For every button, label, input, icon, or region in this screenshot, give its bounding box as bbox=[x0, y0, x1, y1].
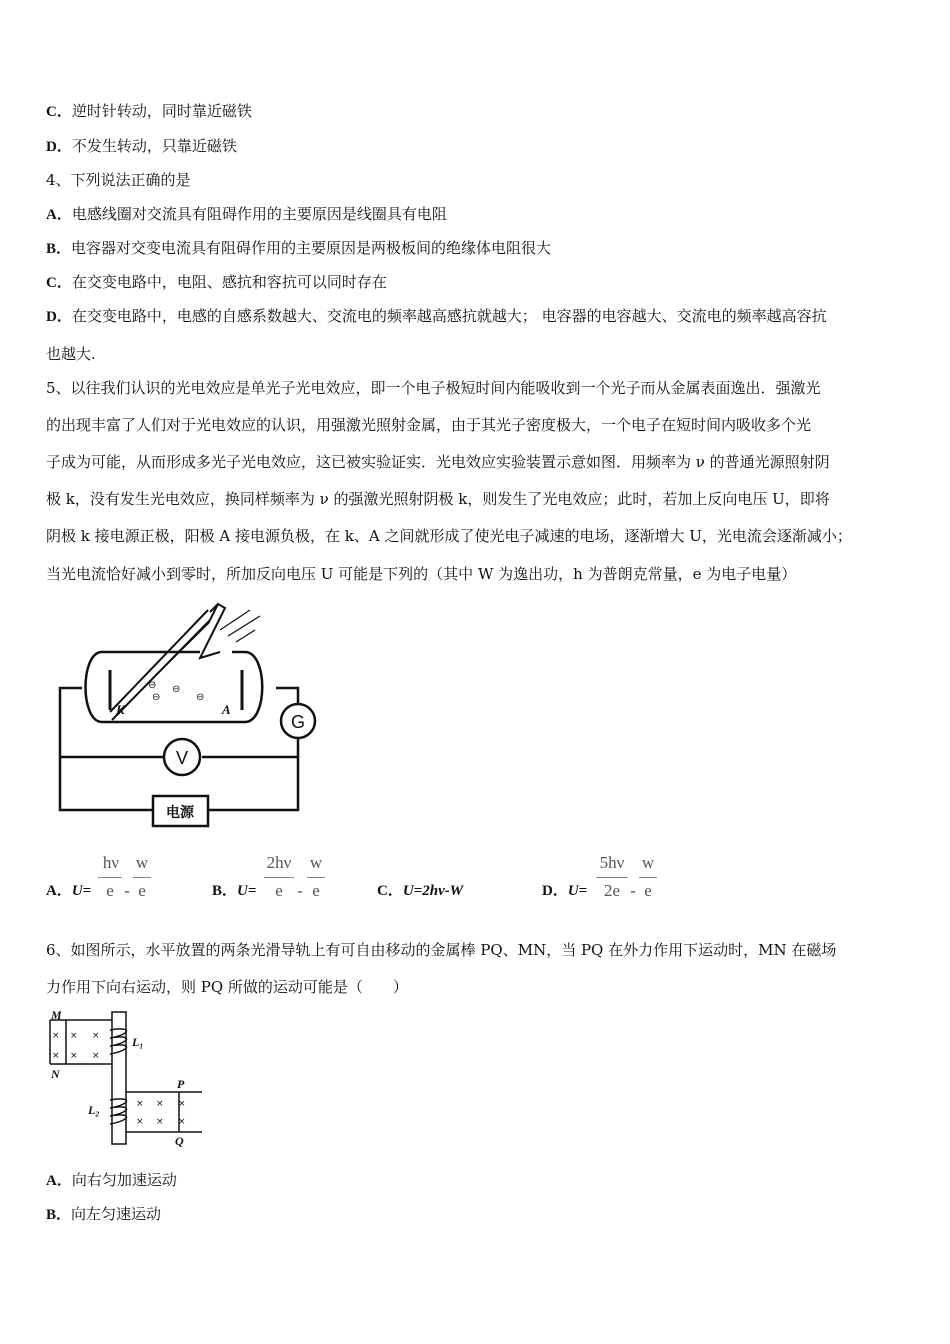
fraction-numerator: w bbox=[641, 853, 655, 872]
q5-line-6: 当光电流恰好减小到零时，所加反向电压 U 可能是下列的（其中 W 为逸出功，h 为普朗克常量，e 为电子电量） bbox=[46, 565, 797, 583]
svg-text:⊖: ⊖ bbox=[148, 680, 157, 691]
field-mark: × bbox=[178, 1099, 186, 1109]
option-lhs: U= bbox=[567, 883, 588, 899]
fraction-denominator: 2e bbox=[603, 881, 621, 900]
option-label: D． bbox=[542, 883, 568, 899]
option-label: A． bbox=[46, 207, 72, 223]
galvanometer-label: G bbox=[290, 712, 306, 732]
fraction-bar bbox=[596, 877, 628, 878]
q4-option-d-cont: 也越大. bbox=[46, 345, 96, 363]
q6-line-2: 力作用下向右运动，则 PQ 所做的运动可能是（ ） bbox=[46, 978, 408, 996]
fraction-bar bbox=[639, 877, 657, 878]
fraction-numerator: 5hν bbox=[599, 853, 625, 872]
q5-option-a bbox=[46, 880, 91, 901]
option-text: 在交变电路中，电阻、感抗和容抗可以同时存在 bbox=[71, 273, 387, 291]
option-label: A． bbox=[46, 1173, 72, 1189]
q5-line-1: 5、以往我们认识的光电效应是单光子光电效应，即一个电子极短时间内能吸收到一个光子而从金属表面逸出．强激光 bbox=[46, 379, 821, 397]
rail-label-m: M bbox=[51, 1008, 62, 1022]
option-text: 向右匀加速运动 bbox=[71, 1171, 177, 1189]
option-text: 在交变电路中，电感的自感系数越大、交流电的频率越高感抗就越大； 电容器的电容越大、交流电的频率越高容抗 bbox=[71, 307, 827, 325]
minus-sign: - bbox=[297, 881, 303, 900]
field-mark: × bbox=[92, 1051, 100, 1061]
svg-text:⊖: ⊖ bbox=[172, 684, 181, 695]
cathode-label: K bbox=[116, 702, 125, 717]
field-mark: × bbox=[92, 1031, 100, 1041]
rail-label-n: N bbox=[51, 1067, 60, 1081]
fraction-denominator: e bbox=[275, 881, 283, 900]
option-label: A． bbox=[46, 883, 72, 899]
field-mark: × bbox=[52, 1031, 60, 1041]
coil-label-l2: L₂ bbox=[88, 1103, 100, 1117]
option-label: B． bbox=[212, 883, 238, 899]
power-supply-label: 电源 bbox=[166, 805, 194, 821]
fraction-bar bbox=[98, 877, 122, 878]
option-label: B． bbox=[46, 241, 72, 257]
fraction-denominator: e bbox=[138, 881, 146, 900]
fraction-bar bbox=[133, 877, 151, 878]
minus-sign: - bbox=[124, 881, 130, 900]
q6-option-a bbox=[46, 1170, 177, 1191]
option-label: C． bbox=[46, 275, 72, 291]
q4-option-a bbox=[46, 204, 447, 225]
minus-sign: - bbox=[630, 881, 636, 900]
q4-option-b bbox=[46, 238, 551, 259]
q4-stem: 4、下列说法正确的是 bbox=[46, 171, 191, 189]
field-mark: × bbox=[156, 1117, 164, 1127]
fraction-bar bbox=[264, 877, 294, 878]
option-label: B． bbox=[46, 1207, 72, 1223]
q5-line-3: 子成为可能，从而形成多光子光电效应，这已被实验证实．光电效应实验装置示意如图．用频率为 ν 的普通光源照射阴 bbox=[46, 453, 830, 471]
option-lhs: U= bbox=[237, 883, 257, 899]
svg-text:⊖: ⊖ bbox=[196, 692, 205, 703]
fraction-denominator: e bbox=[312, 881, 320, 900]
coil-label-l1: L₁ bbox=[132, 1035, 144, 1049]
anode-label: A bbox=[222, 702, 231, 717]
field-mark: × bbox=[156, 1099, 164, 1109]
q5-line-4: 极 k，没有发生光电效应，换同样频率为 ν 的强激光照射阴极 k，则发生了光电效应；此时，若加上反向电压 U，即将 bbox=[46, 490, 830, 508]
q3-option-c bbox=[46, 101, 252, 122]
svg-text:⊖: ⊖ bbox=[152, 692, 161, 703]
option-text: 向左匀速运动 bbox=[71, 1205, 162, 1223]
field-mark: × bbox=[52, 1051, 60, 1061]
field-mark: × bbox=[136, 1117, 144, 1127]
option-text: 逆时针转动，同时靠近磁铁 bbox=[71, 102, 252, 120]
option-label: C． bbox=[46, 104, 72, 120]
rail-label-q: Q bbox=[175, 1134, 184, 1148]
q4-option-d bbox=[46, 306, 827, 327]
q6-line-1: 6、如图所示，水平放置的两条光滑导轨上有可自由移动的金属棒 PQ、MN，当 PQ 在外力作用下运动时，MN 在磁场 bbox=[46, 941, 837, 959]
q5-option-b bbox=[212, 880, 256, 901]
fraction-denominator: e bbox=[106, 881, 114, 900]
fraction-denominator: e bbox=[644, 881, 652, 900]
fraction-numerator: 2hν bbox=[266, 853, 292, 872]
field-mark: × bbox=[136, 1099, 144, 1109]
fraction-bar bbox=[307, 877, 325, 878]
rails-coils-figure bbox=[44, 1008, 214, 1148]
fraction-numerator: w bbox=[309, 853, 323, 872]
q6-option-b bbox=[46, 1204, 161, 1225]
field-mark: × bbox=[70, 1031, 78, 1041]
q5-option-d bbox=[542, 880, 587, 901]
q5-option-c bbox=[377, 880, 463, 901]
field-mark: × bbox=[70, 1051, 78, 1061]
q5-line-2: 的出现丰富了人们对于光电效应的认识，用强激光照射金属，由于其光子密度极大，一个电子在短时间内吸收多个光 bbox=[46, 416, 812, 434]
option-expression: U=2hν-W bbox=[402, 883, 464, 899]
fraction-numerator: w bbox=[135, 853, 149, 872]
option-text: 不发生转动，只靠近磁铁 bbox=[71, 137, 237, 155]
voltmeter-label: V bbox=[175, 748, 189, 768]
q4-option-c bbox=[46, 272, 387, 293]
rail-label-p: P bbox=[177, 1077, 185, 1091]
option-text: 电容器对交变电流具有阻碍作用的主要原因是两极板间的绝缘体电阻很大 bbox=[71, 239, 552, 257]
option-lhs: U= bbox=[71, 883, 92, 899]
field-mark: × bbox=[178, 1117, 186, 1127]
q5-line-5: 阴极 k 接电源正极，阳极 A 接电源负极，在 k、A 之间就形成了使光电子减速的电场，逐渐增大 U，光电流会逐渐减小； bbox=[46, 527, 852, 545]
option-label: D． bbox=[46, 139, 72, 155]
q3-option-d bbox=[46, 136, 237, 157]
option-text: 电感线圈对交流具有阻碍作用的主要原因是线圈具有电阻 bbox=[71, 205, 447, 223]
photoelectric-circuit-figure bbox=[50, 600, 340, 835]
option-label: C． bbox=[377, 883, 403, 899]
option-label: D． bbox=[46, 309, 72, 325]
fraction-numerator: hν bbox=[102, 853, 120, 872]
